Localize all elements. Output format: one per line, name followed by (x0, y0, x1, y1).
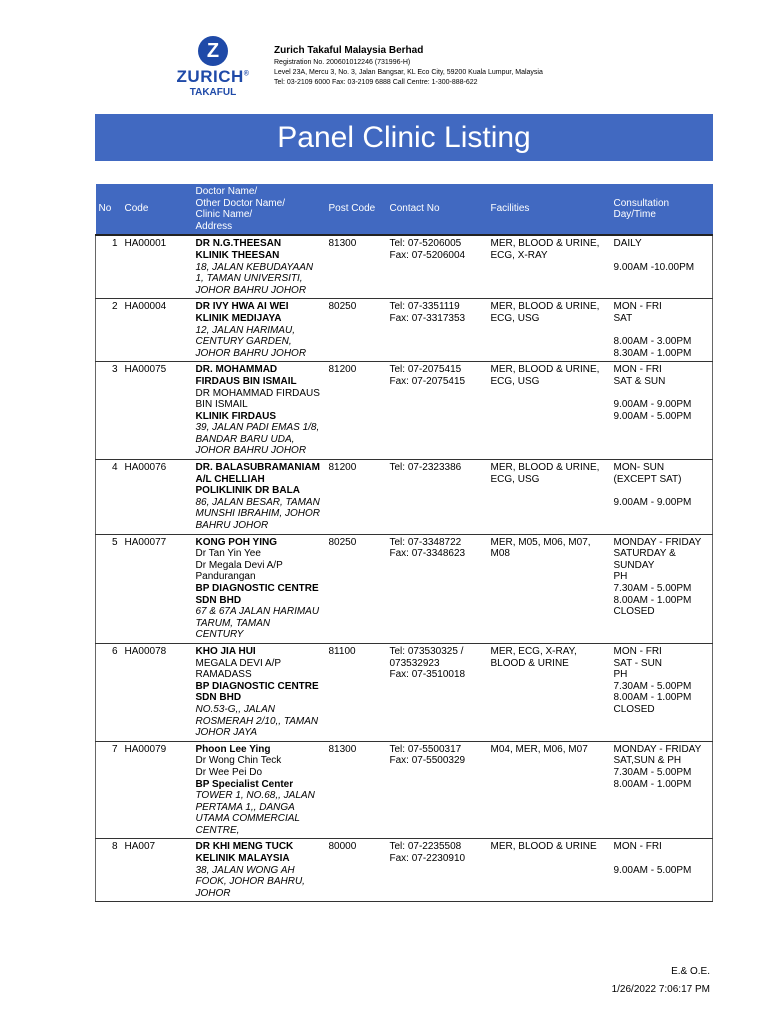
doctor-clinic-line: ROSMERAH 2/10,, TAMAN (195, 715, 319, 727)
facilities-line: M08 (490, 548, 510, 560)
facilities (488, 235, 611, 298)
consultation-line: MON - FRI (613, 841, 662, 853)
logo-subtitle: TAKAFUL (189, 87, 237, 98)
facilities-line: MER, BLOOD & URINE, (490, 364, 600, 376)
row-number: 1 (96, 235, 122, 298)
doctor-clinic-line: BP Specialist Center (195, 778, 294, 790)
consultation-line: PH (613, 571, 628, 583)
doctor-clinic-line: DR IVY HWA AI WEI (195, 301, 289, 313)
page-title: Panel Clinic Listing (95, 114, 713, 161)
consultation-line: SAT & SUN (613, 375, 666, 387)
consultation-line: MON- SUN (613, 462, 665, 474)
consultation-line: CLOSED (613, 606, 655, 618)
consultation-line: MONDAY - FRIDAY (613, 536, 702, 548)
doctor-clinic-line: CENTRE, (195, 824, 240, 836)
company-address: Level 23A, Mercu 3, No. 3, Jalan Bangsar, KL Eco City, 59200 Kuala Lumpur, Malaysia (274, 69, 543, 76)
consultation-time (611, 235, 713, 298)
zurich-logo (168, 36, 258, 98)
consultation-line: MONDAY - FRIDAY (613, 743, 702, 755)
doctor-clinic-line: PERTAMA 1,, DANGA (195, 801, 295, 813)
contact-line: 073532923 (389, 657, 440, 669)
doctor-clinic-line: TOWER 1, NO.68,, JALAN (195, 790, 315, 802)
doctor-clinic-line: DR. MOHAMMAD (195, 364, 278, 376)
consultation-line: DAILY (613, 238, 642, 250)
consultation-line: SAT - SUN (613, 657, 663, 669)
post-code: 80000 (326, 839, 387, 902)
header-code: Code (122, 184, 193, 235)
doctor-clinic-line: SDN BHD (195, 594, 242, 606)
facilities-line: MER, ECG, X-RAY, (490, 645, 577, 657)
contact-line: Tel: 073530325 / (389, 645, 464, 657)
consultation-line: 8.00AM - 1.00PM (613, 778, 692, 790)
doctor-clinic-line: KLINIK FIRDAUS (195, 410, 277, 422)
doctor-clinic-address (193, 534, 326, 643)
header-doctor-line: Address (195, 220, 233, 232)
company-name: Zurich Takaful Malaysia Berhad (274, 45, 424, 56)
row-number: 8 (96, 839, 122, 902)
logo-wordmark (168, 67, 258, 87)
consultation-line: 9.00AM - 5.00PM (613, 410, 692, 422)
doctor-clinic-address (193, 362, 326, 460)
doctor-clinic-line: UTAMA COMMERCIAL (195, 813, 300, 825)
contact-no (387, 362, 488, 460)
clinic-code: HA00079 (122, 741, 193, 839)
facilities (488, 299, 611, 362)
zurich-logo-icon: Z (198, 36, 228, 66)
contact-line: Tel: 07-2075415 (389, 364, 462, 376)
doctor-clinic-line: 1, TAMAN UNIVERSITI, (195, 273, 303, 285)
consultation-line: 9.00AM - 9.00PM (613, 399, 692, 411)
facilities-line: MER, BLOOD & URINE (490, 841, 597, 853)
eoe-note: E.& O.E. (671, 966, 710, 977)
row-number: 4 (96, 460, 122, 535)
consultation-line: SAT,SUN & PH (613, 755, 682, 767)
doctor-clinic-line: 18, JALAN KEBUDAYAAN (195, 261, 314, 273)
table-row (96, 362, 713, 460)
facilities-line: MER, BLOOD & URINE, (490, 462, 600, 474)
consultation-time (611, 839, 713, 902)
doctor-clinic-address (193, 643, 326, 741)
doctor-clinic-line: JOHOR JAYA (195, 727, 257, 739)
contact-no (387, 299, 488, 362)
doctor-clinic-line: JOHOR BAHRU JOHOR (195, 347, 307, 359)
doctor-clinic-line: Pandurangan (195, 571, 256, 583)
clinic-code: HA00075 (122, 362, 193, 460)
contact-line: Fax: 07-3348623 (389, 548, 466, 560)
consultation-line: (EXCEPT SAT) (613, 473, 682, 485)
doctor-clinic-line: BANDAR BARU UDA, (195, 433, 295, 445)
doctor-clinic-line: BP DIAGNOSTIC CENTRE (195, 583, 319, 594)
logo-word: ZURICH (176, 67, 244, 86)
contact-line: Fax: 07-5206004 (389, 249, 466, 261)
doctor-clinic-line: 86, JALAN BESAR, TAMAN (195, 496, 320, 508)
header-doctor-line: Doctor Name/ (195, 186, 258, 197)
doctor-clinic-line: KELINIK MALAYSIA (195, 853, 290, 865)
facilities-line: MER, M05, M06, M07, (490, 536, 591, 548)
facilities (488, 839, 611, 902)
facilities (488, 643, 611, 741)
facilities-line: MER, BLOOD & URINE, (490, 301, 600, 313)
doctor-clinic-line: POLIKLINIK DR BALA (195, 485, 300, 497)
table-row (96, 643, 713, 741)
table-row (96, 741, 713, 839)
contact-line: Fax: 07-5500329 (389, 755, 466, 767)
doctor-clinic-address (193, 460, 326, 535)
clinic-code: HA007 (122, 839, 193, 902)
doctor-clinic-line: BIN ISMAIL (195, 399, 248, 411)
doctor-clinic-line: CENTURY GARDEN, (195, 336, 292, 348)
consultation-line: SATURDAY & (613, 548, 676, 560)
consultation-line: PH (613, 669, 628, 681)
doctor-clinic-line: Phoon Lee Ying (195, 743, 271, 755)
header-doctor (193, 184, 326, 235)
doctor-clinic-address (193, 839, 326, 902)
consultation-line: 7.30AM - 5.00PM (613, 766, 692, 778)
company-info (274, 44, 543, 88)
table-row (96, 839, 713, 902)
header-no: No (96, 184, 122, 235)
post-code: 81300 (326, 741, 387, 839)
print-timestamp: 1/26/2022 7:06:17 PM (611, 984, 710, 995)
header-consultation-line: Consultation (613, 197, 670, 209)
blank-line (614, 388, 710, 400)
doctor-clinic-line: SDN BHD (195, 692, 242, 704)
table-header (96, 184, 713, 235)
row-number: 6 (96, 643, 122, 741)
consultation-line: 8.00AM - 1.00PM (613, 594, 692, 606)
doctor-clinic-address (193, 235, 326, 298)
consultation-line: 8.30AM - 1.00PM (613, 347, 692, 359)
facilities (488, 460, 611, 535)
header-postcode: Post Code (326, 184, 387, 235)
consultation-line: 9.00AM - 9.00PM (613, 496, 692, 508)
doctor-clinic-line: JOHOR (195, 887, 231, 899)
facilities-line: BLOOD & URINE (490, 657, 569, 669)
contact-no (387, 839, 488, 902)
consultation-line: 8.00AM - 1.00PM (613, 692, 692, 704)
doctor-clinic-line: 38, JALAN WONG AH (195, 864, 295, 876)
clinic-code: HA00004 (122, 299, 193, 362)
doctor-clinic-line: KLINIK THEESAN (195, 249, 280, 261)
doctor-clinic-line: DR KHI MENG TUCK (195, 841, 294, 853)
post-code: 81200 (326, 460, 387, 535)
blank-line (614, 485, 710, 497)
consultation-line: 8.00AM - 3.00PM (613, 336, 692, 348)
contact-no (387, 643, 488, 741)
consultation-time (611, 460, 713, 535)
doctor-clinic-line: MEGALA DEVI A/P (195, 657, 282, 669)
logo-registered-mark: ® (243, 70, 250, 78)
contact-line: Tel: 07-5500317 (389, 743, 462, 755)
contact-line: Tel: 07-2235508 (389, 841, 462, 853)
facilities-line: M04, MER, M06, M07 (490, 743, 588, 755)
clinic-table (95, 184, 713, 902)
doctor-clinic-line: FIRDAUS BIN ISMAIL (195, 375, 297, 387)
consultation-time (611, 741, 713, 839)
table-row (96, 299, 713, 362)
row-number: 3 (96, 362, 122, 460)
doctor-clinic-line: Dr Wee Pei Do (195, 766, 263, 778)
facilities-line: ECG, USG (490, 312, 540, 324)
facilities-line: ECG, USG (490, 473, 540, 485)
facilities-line: ECG, USG (490, 375, 540, 387)
blank-line (614, 853, 710, 865)
doctor-clinic-line: KONG POH YING (195, 536, 277, 548)
consultation-line: SUNDAY (613, 559, 655, 571)
post-code: 80250 (326, 299, 387, 362)
consultation-line: 7.30AM - 5.00PM (613, 583, 692, 594)
clinic-code: HA00078 (122, 643, 193, 741)
consultation-line: MON - FRI (613, 364, 662, 376)
doctor-clinic-line: Dr Wong Chin Teck (195, 755, 282, 767)
doctor-clinic-line: 12, JALAN HARIMAU, (195, 324, 295, 336)
doctor-clinic-line: 67 & 67A JALAN HARIMAU (195, 606, 320, 618)
doctor-clinic-line: BP DIAGNOSTIC CENTRE (195, 680, 319, 692)
doctor-clinic-line: DR. BALASUBRAMANIAM (195, 462, 320, 474)
contact-no (387, 235, 488, 298)
consultation-line: MON - FRI (613, 645, 662, 657)
table-row (96, 460, 713, 535)
facilities (488, 534, 611, 643)
contact-line: Tel: 07-2323386 (389, 462, 462, 474)
doctor-clinic-line: TARUM, TAMAN (195, 617, 271, 629)
header-contact: Contact No (387, 184, 488, 235)
header-consultation (611, 184, 713, 235)
facilities-line: ECG, X-RAY (490, 249, 548, 261)
facilities-line: MER, BLOOD & URINE, (490, 238, 600, 250)
doctor-clinic-address (193, 299, 326, 362)
doctor-clinic-line: BAHRU JOHOR (195, 520, 269, 532)
table-row (96, 534, 713, 643)
consultation-time (611, 362, 713, 460)
doctor-clinic-line: JOHOR BAHRU JOHOR (195, 284, 307, 296)
doctor-clinic-line: RAMADASS (195, 669, 252, 681)
doctor-clinic-line: DR N.G.THEESAN (195, 238, 282, 250)
doctor-clinic-line: A/L CHELLIAH (195, 473, 265, 485)
facilities (488, 362, 611, 460)
blank-line (614, 325, 710, 337)
consultation-time (611, 534, 713, 643)
consultation-line: 9.00AM - 5.00PM (613, 864, 692, 876)
contact-line: Fax: 07-3510018 (389, 669, 466, 681)
company-registration: Registration No. 200601012246 (731996-H) (274, 59, 411, 66)
row-number: 5 (96, 534, 122, 643)
header-consultation-line: Day/Time (613, 209, 656, 221)
contact-no (387, 741, 488, 839)
post-code: 81200 (326, 362, 387, 460)
post-code: 81100 (326, 643, 387, 741)
contact-no (387, 460, 488, 535)
header-facilities: Facilities (488, 184, 611, 235)
contact-line: Tel: 07-3348722 (389, 536, 462, 548)
blank-line (614, 250, 710, 262)
consultation-time (611, 643, 713, 741)
table-body (96, 235, 713, 902)
doctor-clinic-line: MUNSHI IBRAHIM, JOHOR (195, 508, 320, 520)
contact-no (387, 534, 488, 643)
consultation-line: MON - FRI (613, 301, 662, 313)
row-number: 7 (96, 741, 122, 839)
header-doctor-line: Other Doctor Name/ (195, 197, 285, 209)
doctor-clinic-line: CENTURY (195, 629, 244, 641)
doctor-clinic-address (193, 741, 326, 839)
post-code: 81300 (326, 235, 387, 298)
post-code: 80250 (326, 534, 387, 643)
clinic-code: HA00001 (122, 235, 193, 298)
doctor-clinic-line: Dr Tan Yin Yee (195, 548, 261, 560)
contact-line: Tel: 07-5206005 (389, 238, 462, 250)
contact-line: Fax: 07-2075415 (389, 375, 466, 387)
consultation-line: SAT (613, 312, 633, 324)
header-doctor-line: Clinic Name/ (195, 209, 253, 221)
consultation-line: 9.00AM -10.00PM (613, 261, 695, 273)
consultation-line: CLOSED (613, 703, 655, 715)
doctor-clinic-line: KLINIK MEDIJAYA (195, 312, 282, 324)
doctor-clinic-line: 39, JALAN PADI EMAS 1/8, (195, 422, 320, 434)
doctor-clinic-line: DR MOHAMMAD FIRDAUS (195, 387, 320, 399)
consultation-time (611, 299, 713, 362)
doctor-clinic-line: FOOK, JOHOR BAHRU, (195, 876, 305, 888)
doctor-clinic-line: Dr Megala Devi A/P (195, 559, 283, 571)
clinic-code: HA00076 (122, 460, 193, 535)
company-contact: Tel: 03-2109 6000 Fax: 03-2109 6888 Call Centre: 1-300-888-622 (274, 79, 478, 86)
facilities (488, 741, 611, 839)
doctor-clinic-line: JOHOR BAHRU JOHOR (195, 445, 307, 457)
table-row (96, 235, 713, 298)
contact-line: Fax: 07-3317353 (389, 312, 466, 324)
consultation-line: 7.30AM - 5.00PM (613, 680, 692, 692)
contact-line: Fax: 07-2230910 (389, 853, 466, 865)
contact-line: Tel: 07-3351119 (389, 301, 460, 313)
row-number: 2 (96, 299, 122, 362)
doctor-clinic-line: KHO JIA HUI (195, 645, 256, 657)
clinic-code: HA00077 (122, 534, 193, 643)
doctor-clinic-line: NO.53-G,, JALAN (195, 703, 275, 715)
